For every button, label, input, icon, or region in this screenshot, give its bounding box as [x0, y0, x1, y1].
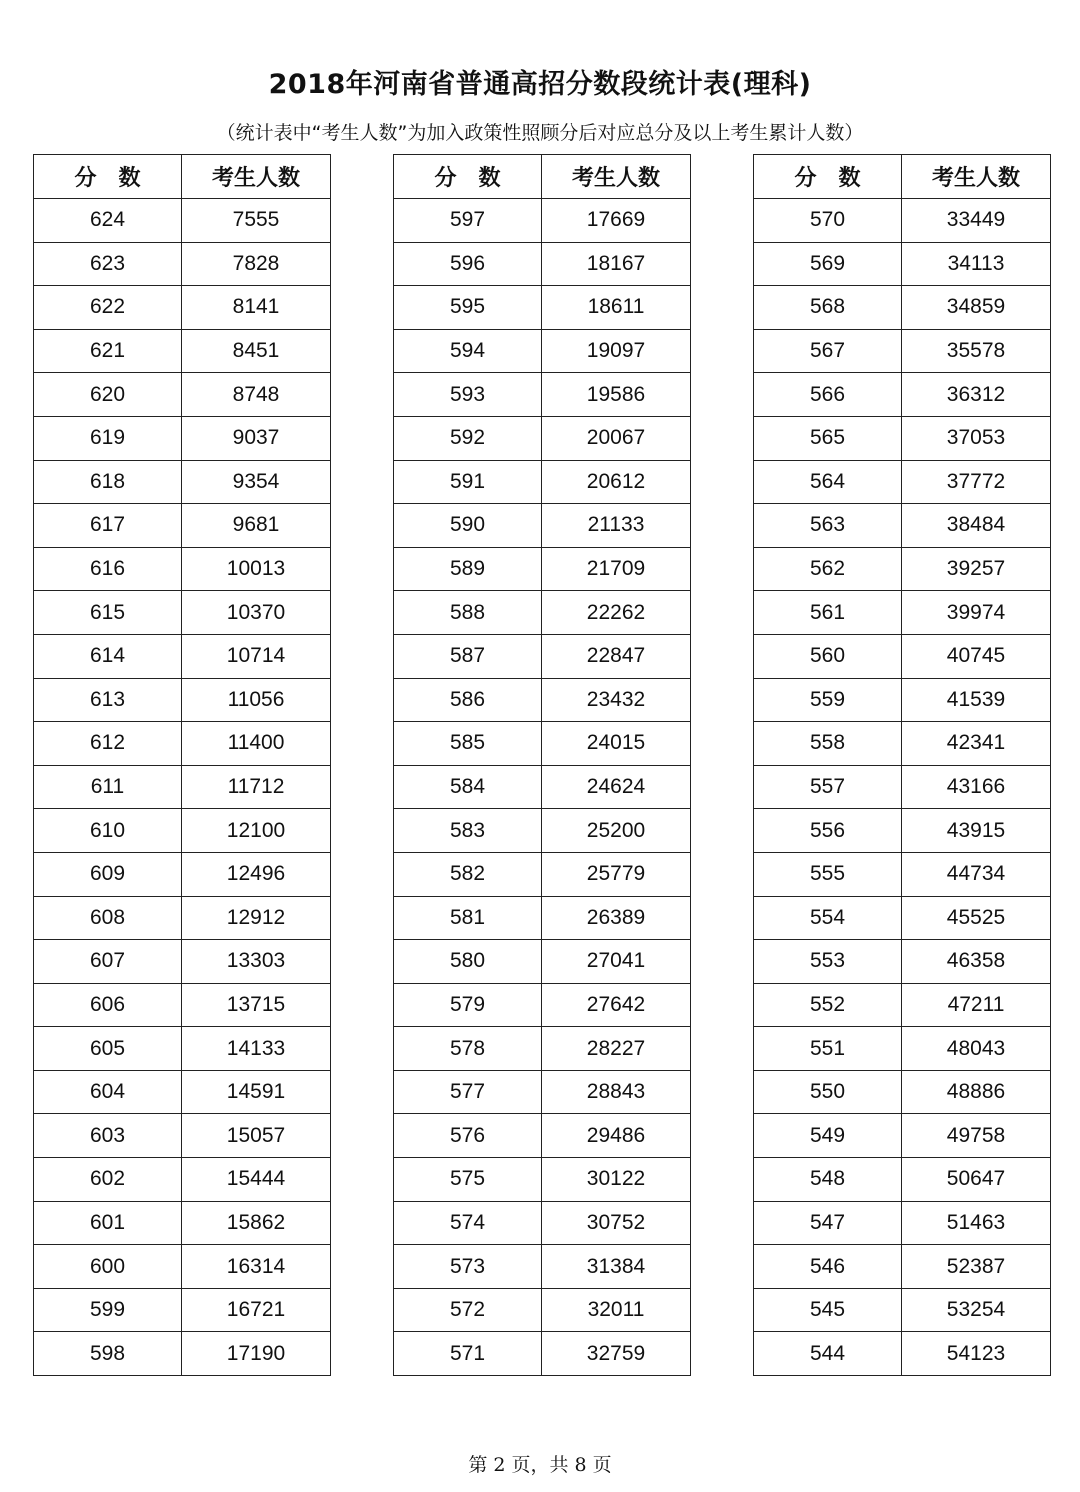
score-cell: 602: [34, 1158, 182, 1202]
table-row: [34, 1245, 331, 1289]
table-row: [34, 678, 331, 722]
count-cell: 19586: [542, 373, 691, 417]
score-cell: 563: [754, 504, 902, 548]
count-header: 考生人数: [902, 155, 1051, 199]
score-cell: 583: [394, 809, 542, 853]
count-cell: 27041: [542, 940, 691, 984]
count-cell: 23432: [542, 678, 691, 722]
table-row: [394, 1288, 691, 1332]
score-cell: 620: [34, 373, 182, 417]
score-cell: 566: [754, 373, 902, 417]
score-cell: 621: [34, 329, 182, 373]
table-row: [34, 1027, 331, 1071]
count-cell: 22847: [542, 634, 691, 678]
score-cell: 591: [394, 460, 542, 504]
score-cell: 546: [754, 1245, 902, 1289]
score-cell: 569: [754, 242, 902, 286]
count-cell: 53254: [902, 1288, 1051, 1332]
score-cell: 549: [754, 1114, 902, 1158]
table-header-row: [754, 155, 1051, 199]
table-row: [34, 329, 331, 373]
table-row: [394, 940, 691, 984]
table-row: [754, 678, 1051, 722]
count-cell: 15862: [182, 1201, 331, 1245]
count-cell: 43915: [902, 809, 1051, 853]
score-cell: 615: [34, 591, 182, 635]
count-cell: 11712: [182, 765, 331, 809]
table-row: [754, 373, 1051, 417]
count-cell: 28843: [542, 1070, 691, 1114]
table-row: [754, 286, 1051, 330]
count-cell: 52387: [902, 1245, 1051, 1289]
score-cell: 565: [754, 416, 902, 460]
count-header: 考生人数: [182, 155, 331, 199]
count-cell: 42341: [902, 722, 1051, 766]
score-cell: 609: [34, 852, 182, 896]
score-cell: 590: [394, 504, 542, 548]
score-cell: 577: [394, 1070, 542, 1114]
table-row: [754, 1201, 1051, 1245]
table-row: [34, 547, 331, 591]
score-cell: 585: [394, 722, 542, 766]
count-cell: 8748: [182, 373, 331, 417]
score-cell: 560: [754, 634, 902, 678]
score-cell: 589: [394, 547, 542, 591]
score-cell: 607: [34, 940, 182, 984]
table-row: [394, 983, 691, 1027]
count-cell: 37772: [902, 460, 1051, 504]
table-row: [754, 547, 1051, 591]
count-cell: 35578: [902, 329, 1051, 373]
score-cell: 594: [394, 329, 542, 373]
table-row: [394, 416, 691, 460]
count-cell: 40745: [902, 634, 1051, 678]
table-row: [394, 1332, 691, 1376]
count-cell: 33449: [902, 199, 1051, 243]
count-cell: 29486: [542, 1114, 691, 1158]
table-row: [34, 199, 331, 243]
table-row: [754, 242, 1051, 286]
score-cell: 561: [754, 591, 902, 635]
score-cell: 551: [754, 1027, 902, 1071]
count-cell: 13303: [182, 940, 331, 984]
score-table-2: [393, 154, 691, 1376]
count-cell: 46358: [902, 940, 1051, 984]
count-cell: 14133: [182, 1027, 331, 1071]
score-cell: 562: [754, 547, 902, 591]
count-cell: 9681: [182, 504, 331, 548]
count-cell: 20067: [542, 416, 691, 460]
table-row: [394, 547, 691, 591]
score-cell: 598: [34, 1332, 182, 1376]
score-cell: 613: [34, 678, 182, 722]
count-cell: 12496: [182, 852, 331, 896]
score-cell: 584: [394, 765, 542, 809]
table-row: [754, 1245, 1051, 1289]
table-row: [754, 1288, 1051, 1332]
score-cell: 548: [754, 1158, 902, 1202]
table-row: [754, 1332, 1051, 1376]
score-cell: 557: [754, 765, 902, 809]
table-row: [34, 896, 331, 940]
count-cell: 30752: [542, 1201, 691, 1245]
count-cell: 9354: [182, 460, 331, 504]
score-cell: 572: [394, 1288, 542, 1332]
table-row: [394, 329, 691, 373]
table-row: [34, 852, 331, 896]
count-cell: 10013: [182, 547, 331, 591]
score-cell: 586: [394, 678, 542, 722]
count-cell: 8451: [182, 329, 331, 373]
table-row: [34, 983, 331, 1027]
count-cell: 12100: [182, 809, 331, 853]
score-cell: 624: [34, 199, 182, 243]
table-row: [394, 1070, 691, 1114]
score-cell: 578: [394, 1027, 542, 1071]
score-header: 分 数: [394, 155, 542, 199]
table-row: [34, 460, 331, 504]
count-cell: 21709: [542, 547, 691, 591]
score-cell: 595: [394, 286, 542, 330]
count-cell: 47211: [902, 983, 1051, 1027]
table-row: [34, 1201, 331, 1245]
count-cell: 11056: [182, 678, 331, 722]
score-cell: 616: [34, 547, 182, 591]
count-cell: 9037: [182, 416, 331, 460]
score-cell: 599: [34, 1288, 182, 1332]
count-cell: 44734: [902, 852, 1051, 896]
score-cell: 555: [754, 852, 902, 896]
score-cell: 544: [754, 1332, 902, 1376]
score-header: 分 数: [34, 155, 182, 199]
count-cell: 32011: [542, 1288, 691, 1332]
table-row: [754, 416, 1051, 460]
score-cell: 618: [34, 460, 182, 504]
score-cell: 588: [394, 591, 542, 635]
count-cell: 17190: [182, 1332, 331, 1376]
count-cell: 37053: [902, 416, 1051, 460]
table-row: [754, 1158, 1051, 1202]
count-cell: 50647: [902, 1158, 1051, 1202]
table-header-row: [34, 155, 331, 199]
count-cell: 17669: [542, 199, 691, 243]
count-cell: 38484: [902, 504, 1051, 548]
table-row: [754, 591, 1051, 635]
count-cell: 48886: [902, 1070, 1051, 1114]
count-cell: 11400: [182, 722, 331, 766]
count-cell: 12912: [182, 896, 331, 940]
table-row: [394, 373, 691, 417]
table-row: [394, 286, 691, 330]
score-cell: 604: [34, 1070, 182, 1114]
table-body: [754, 199, 1051, 1376]
count-cell: 19097: [542, 329, 691, 373]
score-cell: 558: [754, 722, 902, 766]
score-cell: 553: [754, 940, 902, 984]
table-row: [394, 1114, 691, 1158]
count-cell: 21133: [542, 504, 691, 548]
table-row: [34, 1158, 331, 1202]
score-cell: 593: [394, 373, 542, 417]
score-cell: 564: [754, 460, 902, 504]
table-row: [34, 416, 331, 460]
table-header-row: [394, 155, 691, 199]
table-row: [34, 504, 331, 548]
table-row: [754, 722, 1051, 766]
table-row: [754, 983, 1051, 1027]
count-cell: 7828: [182, 242, 331, 286]
score-table-1: [33, 154, 331, 1376]
page-footer: 第 2 页，共 8 页: [468, 1454, 612, 1476]
score-cell: 612: [34, 722, 182, 766]
score-cell: 559: [754, 678, 902, 722]
table-row: [34, 722, 331, 766]
table-row: [754, 634, 1051, 678]
score-cell: 600: [34, 1245, 182, 1289]
table-body: [34, 199, 331, 1376]
table-row: [754, 199, 1051, 243]
score-cell: 614: [34, 634, 182, 678]
table-row: [34, 242, 331, 286]
table-row: [754, 765, 1051, 809]
score-cell: 608: [34, 896, 182, 940]
score-table-3: [753, 154, 1051, 1376]
count-cell: 34859: [902, 286, 1051, 330]
count-cell: 49758: [902, 1114, 1051, 1158]
count-cell: 54123: [902, 1332, 1051, 1376]
table-row: [754, 1114, 1051, 1158]
score-cell: 554: [754, 896, 902, 940]
count-cell: 32759: [542, 1332, 691, 1376]
page-title: 2018年河南省普通高招分数段统计表(理科): [268, 69, 812, 100]
count-cell: 10370: [182, 591, 331, 635]
table-row: [34, 809, 331, 853]
score-cell: 579: [394, 983, 542, 1027]
score-cell: 597: [394, 199, 542, 243]
table-row: [34, 286, 331, 330]
count-cell: 25200: [542, 809, 691, 853]
table-row: [394, 678, 691, 722]
table-row: [394, 852, 691, 896]
table-row: [754, 1027, 1051, 1071]
count-cell: 15444: [182, 1158, 331, 1202]
count-cell: 43166: [902, 765, 1051, 809]
count-header: 考生人数: [542, 155, 691, 199]
count-cell: 30122: [542, 1158, 691, 1202]
table-row: [394, 1158, 691, 1202]
table-row: [34, 940, 331, 984]
table-row: [754, 940, 1051, 984]
table-row: [754, 809, 1051, 853]
table-row: [394, 896, 691, 940]
score-header: 分 数: [754, 155, 902, 199]
count-cell: 39257: [902, 547, 1051, 591]
table-row: [34, 591, 331, 635]
count-cell: 31384: [542, 1245, 691, 1289]
score-cell: 545: [754, 1288, 902, 1332]
score-cell: 581: [394, 896, 542, 940]
table-row: [394, 634, 691, 678]
count-cell: 14591: [182, 1070, 331, 1114]
score-cell: 606: [34, 983, 182, 1027]
count-cell: 8141: [182, 286, 331, 330]
table-row: [34, 765, 331, 809]
count-cell: 26389: [542, 896, 691, 940]
table-row: [394, 591, 691, 635]
count-cell: 39974: [902, 591, 1051, 635]
table-row: [34, 1332, 331, 1376]
score-cell: 617: [34, 504, 182, 548]
table-body: [394, 199, 691, 1376]
table-row: [394, 722, 691, 766]
count-cell: 10714: [182, 634, 331, 678]
count-cell: 27642: [542, 983, 691, 1027]
table-row: [394, 809, 691, 853]
table-row: [394, 504, 691, 548]
table-row: [394, 765, 691, 809]
score-cell: 623: [34, 242, 182, 286]
score-cell: 596: [394, 242, 542, 286]
table-row: [394, 1027, 691, 1071]
table-row: [394, 460, 691, 504]
table-row: [394, 242, 691, 286]
table-row: [394, 199, 691, 243]
score-cell: 573: [394, 1245, 542, 1289]
table-row: [34, 1288, 331, 1332]
score-cell: 587: [394, 634, 542, 678]
count-cell: 18611: [542, 286, 691, 330]
count-cell: 36312: [902, 373, 1051, 417]
score-cell: 570: [754, 199, 902, 243]
table-row: [34, 373, 331, 417]
count-cell: 20612: [542, 460, 691, 504]
score-cell: 619: [34, 416, 182, 460]
score-cell: 567: [754, 329, 902, 373]
table-row: [394, 1201, 691, 1245]
count-cell: 51463: [902, 1201, 1051, 1245]
count-cell: 34113: [902, 242, 1051, 286]
table-row: [754, 329, 1051, 373]
score-cell: 550: [754, 1070, 902, 1114]
score-cell: 592: [394, 416, 542, 460]
score-cell: 603: [34, 1114, 182, 1158]
count-cell: 15057: [182, 1114, 331, 1158]
score-cell: 582: [394, 852, 542, 896]
score-cell: 601: [34, 1201, 182, 1245]
count-cell: 24624: [542, 765, 691, 809]
score-cell: 568: [754, 286, 902, 330]
count-cell: 45525: [902, 896, 1051, 940]
score-cell: 576: [394, 1114, 542, 1158]
table-row: [754, 1070, 1051, 1114]
count-cell: 25779: [542, 852, 691, 896]
score-cell: 571: [394, 1332, 542, 1376]
count-cell: 16721: [182, 1288, 331, 1332]
count-cell: 18167: [542, 242, 691, 286]
count-cell: 28227: [542, 1027, 691, 1071]
table-row: [754, 460, 1051, 504]
score-cell: 580: [394, 940, 542, 984]
count-cell: 48043: [902, 1027, 1051, 1071]
table-row: [394, 1245, 691, 1289]
table-row: [34, 634, 331, 678]
table-row: [754, 896, 1051, 940]
score-cell: 611: [34, 765, 182, 809]
score-cell: 556: [754, 809, 902, 853]
count-cell: 41539: [902, 678, 1051, 722]
count-cell: 7555: [182, 199, 331, 243]
score-cell: 605: [34, 1027, 182, 1071]
table-row: [34, 1070, 331, 1114]
page-subtitle: （统计表中“考生人数”为加入政策性照顾分后对应总分及以上考生累计人数）: [216, 122, 864, 144]
table-row: [34, 1114, 331, 1158]
score-cell: 552: [754, 983, 902, 1027]
count-cell: 16314: [182, 1245, 331, 1289]
score-cell: 575: [394, 1158, 542, 1202]
table-row: [754, 852, 1051, 896]
count-cell: 13715: [182, 983, 331, 1027]
score-cell: 622: [34, 286, 182, 330]
score-cell: 547: [754, 1201, 902, 1245]
count-cell: 22262: [542, 591, 691, 635]
count-cell: 24015: [542, 722, 691, 766]
table-row: [754, 504, 1051, 548]
score-cell: 574: [394, 1201, 542, 1245]
score-cell: 610: [34, 809, 182, 853]
